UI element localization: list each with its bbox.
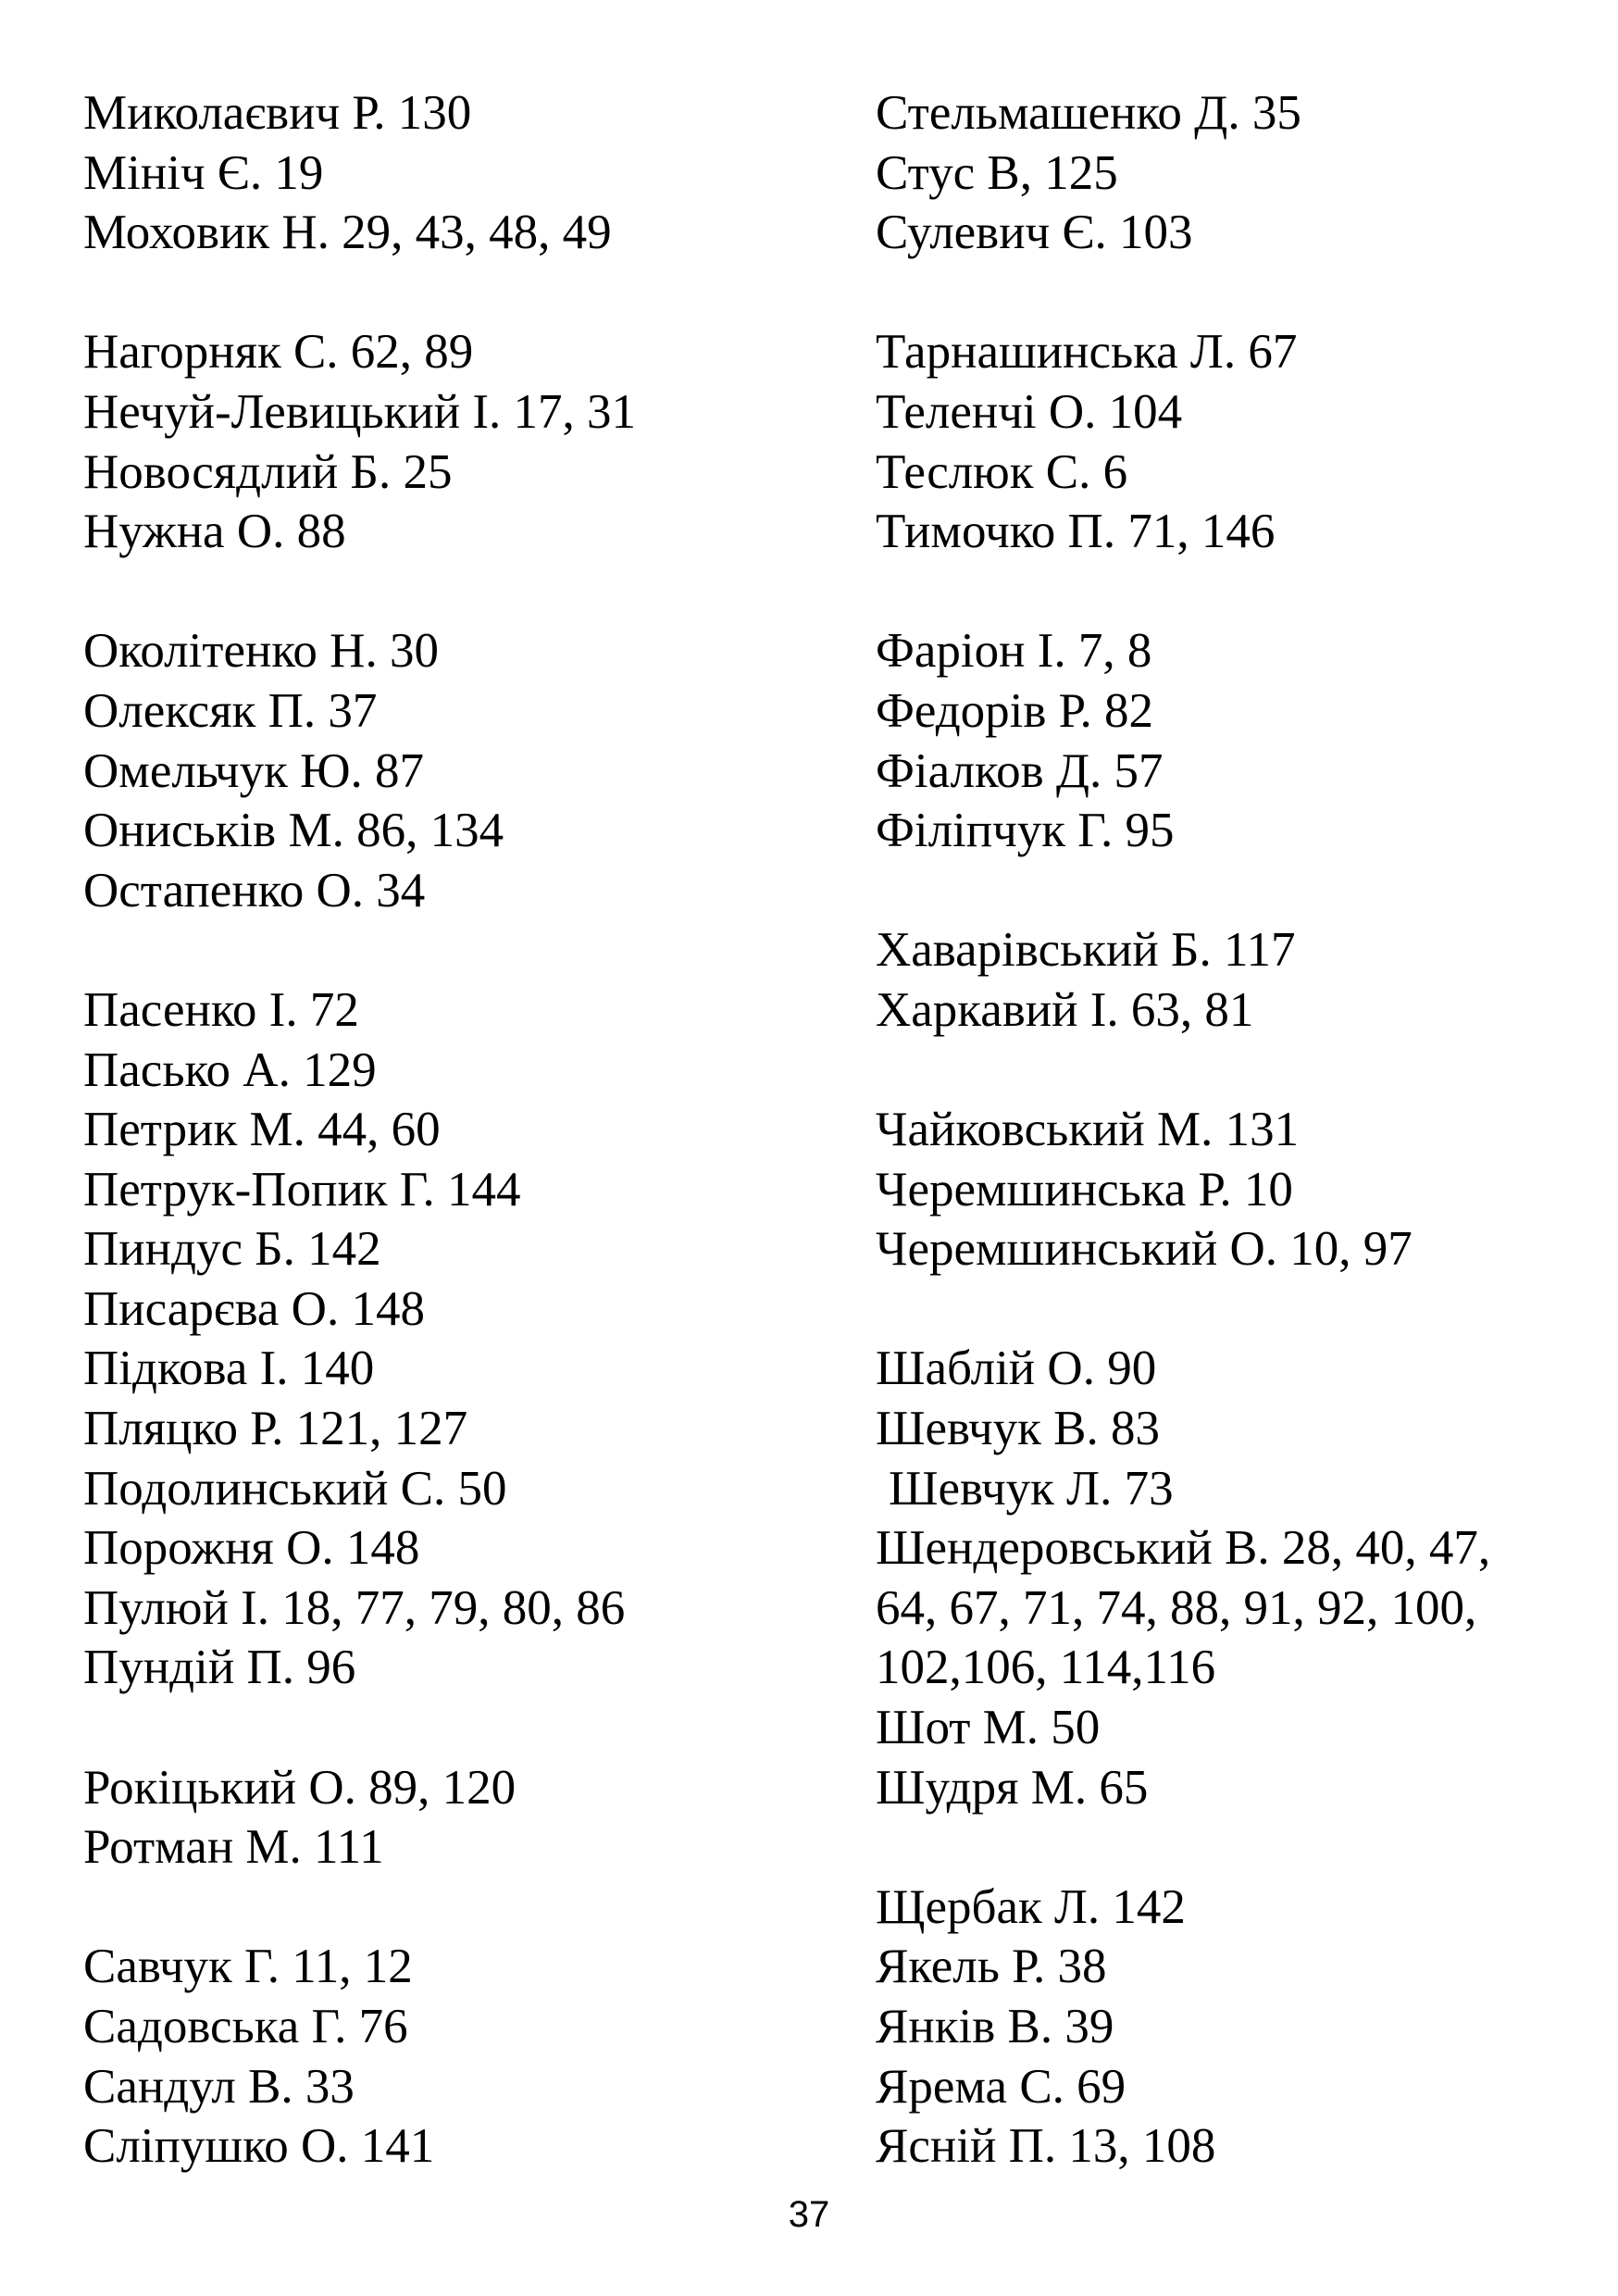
index-entry: Пиндус Б. 142: [83, 1222, 381, 1277]
index-entry: Миколаєвич Р. 130: [83, 86, 472, 140]
index-entry: 64, 67, 71, 74, 88, 91, 92, 100,: [876, 1580, 1477, 1635]
index-entry: Черемшинський О. 10, 97: [876, 1222, 1413, 1277]
index-entry: Околітенко Н. 30: [83, 624, 439, 679]
index-entry: Тарнашинська Л. 67: [876, 325, 1298, 380]
index-entry: Черемшинська Р. 10: [876, 1162, 1293, 1217]
index-entry: Пасько А. 129: [83, 1042, 377, 1097]
index-entry: Мініч Є. 19: [83, 145, 324, 200]
index-entry: Новосядлий Б. 25: [83, 444, 453, 499]
index-entry: Фіалков Д. 57: [876, 743, 1164, 798]
index-entry: Харкавий І. 63, 81: [876, 982, 1254, 1037]
index-entry: Ясній П. 13, 108: [876, 2119, 1216, 2174]
index-entry: Подолинський С. 50: [83, 1461, 507, 1516]
index-entry: Теслюк С. 6: [876, 444, 1128, 499]
index-entry: Остапенко О. 34: [83, 863, 426, 917]
index-entry: Федорів Р. 82: [876, 683, 1154, 738]
index-entry: Нужна О. 88: [83, 505, 346, 559]
index-entry: Шаблій О. 90: [876, 1341, 1157, 1396]
letter-group-gap: [876, 861, 1598, 921]
index-entry: Шудря М. 65: [876, 1760, 1149, 1815]
index-entry: Чайковський М. 131: [876, 1103, 1300, 1157]
index-entry: Пундій П. 96: [83, 1641, 356, 1695]
index-entry: Теленчі О. 104: [876, 384, 1183, 439]
index-entry: Ониськів М. 86, 134: [83, 804, 504, 858]
index-entry: Тимочко П. 71, 146: [876, 505, 1276, 559]
index-entry: Омельчук Ю. 87: [83, 743, 425, 798]
index-entry: Моховик Н. 29, 43, 48, 49: [83, 206, 612, 260]
index-entry: Щербак Л. 142: [876, 1879, 1186, 1934]
index-entry: Сліпушко О. 141: [83, 2119, 435, 2174]
index-entry: Фаріон І. 7, 8: [876, 624, 1152, 679]
index-entry: Пулюй І. 18, 77, 79, 80, 86: [83, 1580, 626, 1635]
letter-group-gap: [876, 1279, 1598, 1340]
page-number: 37: [788, 2194, 830, 2235]
index-entry: Стельмашенко Д. 35: [876, 86, 1301, 140]
index-entry: Нечуй-Левицький І. 17, 31: [83, 384, 637, 439]
letter-group-gap: [83, 263, 842, 323]
index-column-right: [876, 83, 1598, 2177]
letter-group-gap: [83, 920, 842, 980]
index-entry: Підкова І. 140: [83, 1341, 375, 1396]
index-entry: Рокіцький О. 89, 120: [83, 1760, 517, 1815]
index-entry: Савчук Г. 11, 12: [83, 1940, 413, 1994]
index-entry: Хаварівський Б. 117: [876, 923, 1296, 978]
index-entry: Ротман М. 111: [83, 1820, 384, 1875]
index-entry: Шевчук Л. 73: [889, 1461, 1174, 1516]
index-entry: Ярема С. 69: [876, 2059, 1126, 2114]
index-entry: Шевчук В. 83: [876, 1402, 1161, 1456]
index-entry: Нагорняк С. 62, 89: [83, 325, 474, 380]
index-entry: Пасенко І. 72: [83, 982, 359, 1037]
index-entry: Петрик М. 44, 60: [83, 1103, 441, 1157]
index-entry: Шот М. 50: [876, 1701, 1101, 1755]
index-column-left: [83, 83, 842, 2177]
index-entry: Порожня О. 148: [83, 1521, 420, 1576]
letter-group-gap: [876, 562, 1598, 622]
letter-group-gap: [83, 1878, 842, 1938]
letter-group-gap: [83, 1698, 842, 1758]
index-entry: Садовська Г. 76: [83, 2000, 408, 2053]
index-entry: Олексяк П. 37: [83, 683, 378, 738]
index-entry: Писарєва О. 148: [83, 1281, 425, 1336]
index-entry: Якель Р. 38: [876, 1940, 1107, 1994]
index-entry: Стус В, 125: [876, 145, 1118, 200]
index-entry: Сандул В. 33: [83, 2059, 355, 2114]
letter-group-gap: [876, 263, 1598, 323]
index-entry: Шендеровський В. 28, 40, 47,: [876, 1521, 1491, 1576]
letter-group-gap: [876, 1041, 1598, 1101]
index-entry: Янків В. 39: [876, 2000, 1114, 2053]
index-entry: Сулевич Є. 103: [876, 206, 1193, 260]
index-entry: 102,106, 114,116: [876, 1641, 1216, 1695]
index-entry: Філіпчук Г. 95: [876, 804, 1175, 858]
index-entry: Петрук-Попик Г. 144: [83, 1162, 521, 1217]
index-entry: Пляцко Р. 121, 127: [83, 1402, 468, 1456]
letter-group-gap: [876, 1817, 1598, 1878]
letter-group-gap: [83, 562, 842, 622]
